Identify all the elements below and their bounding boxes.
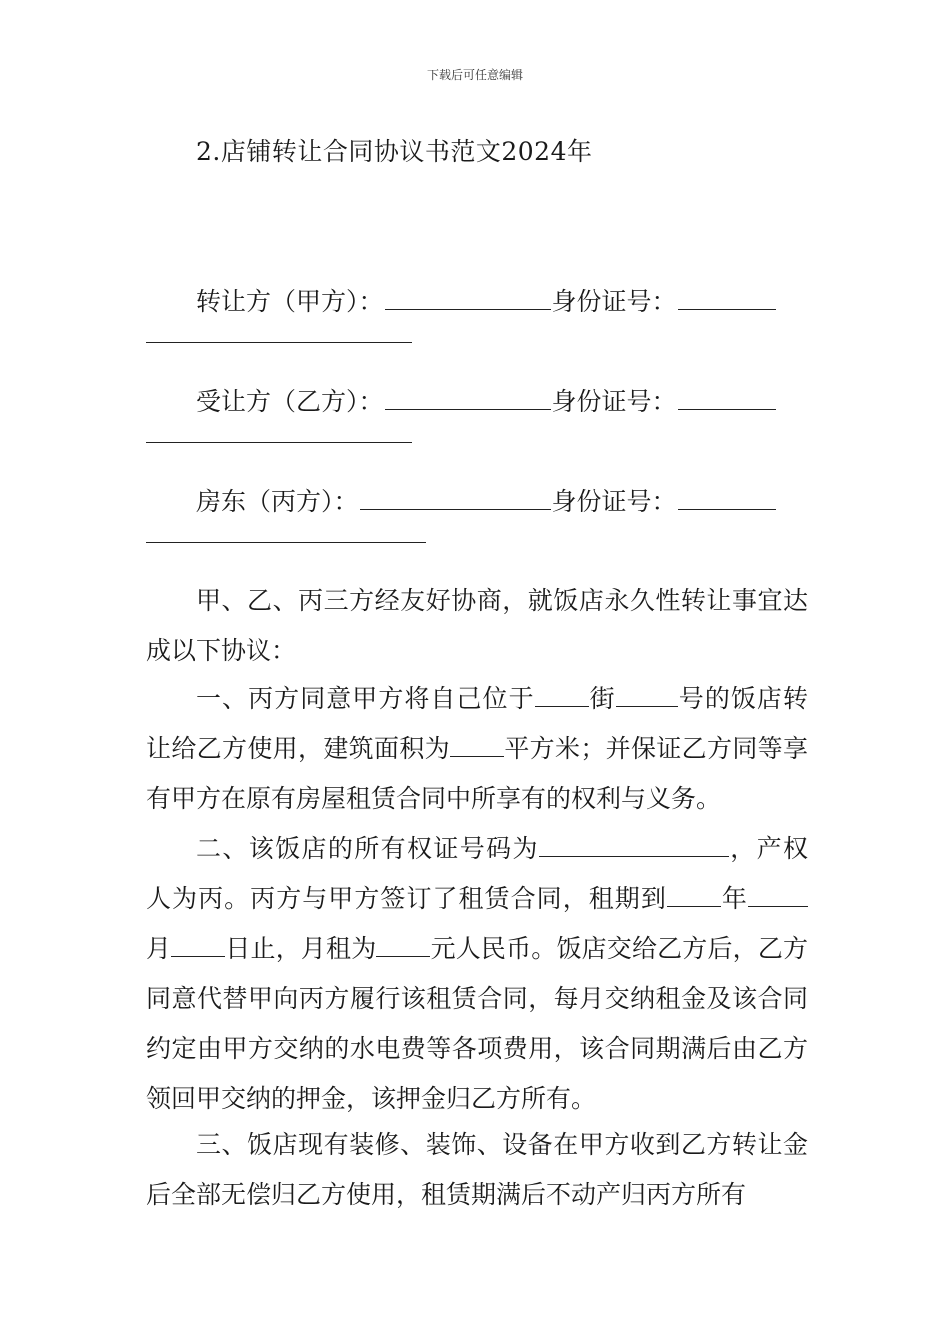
month-blank: [748, 884, 808, 907]
name-blank: [385, 385, 551, 410]
id-blank-continued: [146, 540, 426, 543]
header-note: 下载后可任意编辑: [426, 68, 523, 82]
clause-3: 三、饭店现有装修、装饰、设备在甲方收到乙方转让金后全部无偿归乙方使用，租赁期满后不动产归丙方所有: [146, 1130, 808, 1209]
street-blank: [535, 684, 589, 707]
clause-1: 一、丙方同意甲方将自己位于 街 号的饭店转让给乙方使用，建筑面积为 平方米；并保证乙方同等享有甲方在原有房屋租赁合同中所享有的权利与义务。: [146, 684, 808, 813]
number-blank: [616, 684, 678, 707]
day-blank: [171, 934, 225, 957]
intro-paragraph: 甲、乙、丙三方经友好协商，就饭店永久性转让事宜达成以下协议：: [146, 586, 808, 665]
rent-blank: [376, 934, 430, 957]
document-title: 2.店铺转让合同协议书范文2024年: [196, 137, 593, 166]
party-label: 转让方（甲方）：: [196, 287, 384, 316]
area-blank: [450, 734, 504, 757]
party-label: 房东（丙方）：: [196, 487, 359, 516]
id-blank-continued: [146, 340, 412, 343]
name-blank: [360, 485, 551, 510]
id-label: 身份证号：: [551, 387, 677, 416]
id-blank: [678, 485, 776, 510]
id-blank: [678, 285, 776, 310]
id-blank-continued: [146, 440, 412, 443]
year-blank: [667, 884, 721, 907]
party-label: 受让方（乙方）：: [196, 387, 384, 416]
id-label: 身份证号：: [551, 287, 677, 316]
id-blank: [678, 385, 776, 410]
id-label: 身份证号：: [551, 487, 677, 516]
clause-2: 二、该饭店的所有权证号码为 ，产权人为丙。丙方与甲方签订了租赁合同，租期到 年月 日止，月租为 元人民币。饭店交给乙方后，乙方同意代替甲向丙方履行该租赁合同，每月交纳租金及该合同约定由甲方交纳的水电费等各项费用，该合同期满后由乙方领回甲交纳的押金，该押金归乙方所有。: [146, 834, 808, 1113]
name-blank: [385, 285, 551, 310]
certificate-blank: [539, 834, 729, 857]
